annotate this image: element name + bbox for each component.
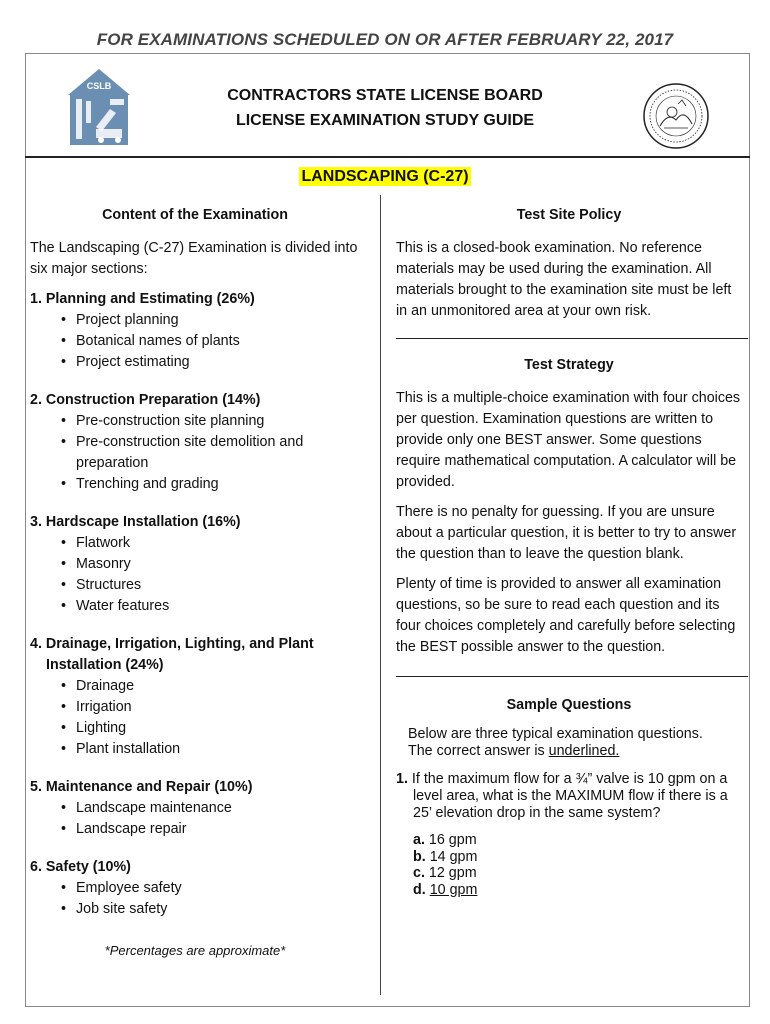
strategy-paragraph: This is a multiple-choice examination with four choices per question. Examination questions are written to provide only one BEST answer. Some questions require mathematical computation. A calculator will be provided. (396, 390, 741, 490)
list-item: • Flatwork (76, 533, 360, 554)
classification-highlight: LANDSCAPING (C-27) (301, 168, 469, 185)
percentage-note: *Percentages are approximate* (104, 943, 286, 958)
list-item: • Irrigation (76, 697, 360, 718)
answer-text: 14 gpm (429, 848, 478, 865)
answer-letter: a. (413, 832, 425, 848)
sample-heading: Sample Questions (506, 697, 632, 713)
section-list (30, 676, 360, 760)
answer-letter: b. (413, 848, 426, 865)
section-list (30, 533, 360, 617)
content-heading: Content of the Examination (102, 207, 288, 223)
section-heading: 3. Hardscape Installation (16%) (30, 514, 241, 530)
list-item: • Landscape maintenance (76, 798, 360, 819)
section-heading: 5. Maintenance and Repair (10%) (30, 779, 253, 795)
list-item: • Botanical names of plants (76, 331, 360, 352)
board-title: CONTRACTORS STATE LICENSE BOARD (227, 87, 543, 104)
column-divider (380, 195, 381, 995)
list-item: • Project estimating (76, 352, 360, 373)
answer-text: 12 gpm (428, 865, 477, 881)
section-list (30, 798, 360, 840)
strategy-heading: Test Strategy (524, 357, 614, 373)
list-item: • Drainage (76, 676, 360, 697)
answer-option (413, 882, 742, 899)
list-item: • Masonry (76, 554, 360, 575)
content-intro: The Landscaping (C-27) Examination is divided into six major sections: (30, 240, 358, 277)
section-heading: 2. Construction Preparation (14%) (30, 392, 261, 408)
strategy-paragraph: Plenty of time is provided to answer all examination questions, so be sure to read each question and its four choices completely and carefully before selecting the BEST possible answer to the question. (396, 576, 736, 655)
policy-column (396, 205, 742, 898)
answer-option (413, 832, 742, 849)
answer-letter: d. (413, 881, 426, 898)
strategy-divider (396, 676, 748, 677)
exam-date-banner: FOR EXAMINATIONS SCHEDULED ON OR AFTER FEBRUARY 22, 2017 (96, 30, 674, 49)
guide-title: LICENSE EXAMINATION STUDY GUIDE (235, 112, 535, 129)
correct-answer-text: 10 gpm (429, 881, 478, 898)
section-heading: 1. Planning and Estimating (26%) (30, 291, 255, 307)
sample-question (396, 771, 742, 822)
list-item: • Employee safety (76, 878, 360, 899)
section-heading: 6. Safety (10%) (30, 859, 131, 875)
answer-letter: c. (413, 865, 425, 881)
policy-heading: Test Site Policy (516, 207, 622, 223)
classification-title (0, 168, 770, 186)
policy-text: This is a closed-book examination. No reference materials may be used during the examination. All materials brought to the examination site must be left in an unmonitored area at your own risk. (396, 240, 732, 319)
answer-list (396, 832, 742, 898)
header-divider (25, 156, 750, 158)
list-item: • Job site safety (76, 899, 360, 920)
answer-option (413, 865, 742, 882)
question-number: 1. (396, 771, 408, 787)
section-list (30, 310, 360, 373)
policy-divider (396, 338, 748, 339)
list-item: • Lighting (76, 718, 360, 739)
list-item: • Landscape repair (76, 819, 360, 840)
answer-text: 16 gpm (428, 832, 477, 848)
section-heading: 4. Drainage, Irrigation, Lighting, and Plant Installation (24%) (30, 636, 314, 673)
strategy-paragraph: There is no penalty for guessing. If you are unsure about a particular question, it is better to try to answer the question than to leave the question blank. (396, 504, 737, 562)
list-item: • Pre-construction site planning (76, 411, 360, 432)
list-item: • Project planning (76, 310, 360, 331)
section-list (30, 411, 360, 495)
list-item: • Trenching and grading (76, 474, 360, 495)
list-item: • Plant installation (76, 739, 360, 760)
answer-option (413, 849, 742, 866)
list-item: • Pre-construction site demolition and preparation (76, 432, 360, 474)
sample-intro-text: The correct answer is (408, 743, 549, 759)
underlined-word: underlined. (548, 743, 620, 759)
section-list (30, 878, 360, 920)
sample-intro (396, 726, 742, 760)
logo-text: CSLB (86, 81, 112, 91)
question-text: If the maximum flow for a ¾” valve is 10 gpm on a level area, what is the MAXIMUM flow if there is a 25’ elevation drop in the same system? (411, 771, 728, 821)
list-item: • Water features (76, 596, 360, 617)
sample-intro-line (408, 743, 742, 760)
cslb-logo-icon (66, 67, 132, 145)
list-item: • Structures (76, 575, 360, 596)
sample-intro-line: Below are three typical examination questions. (408, 726, 703, 742)
content-column (30, 205, 360, 961)
